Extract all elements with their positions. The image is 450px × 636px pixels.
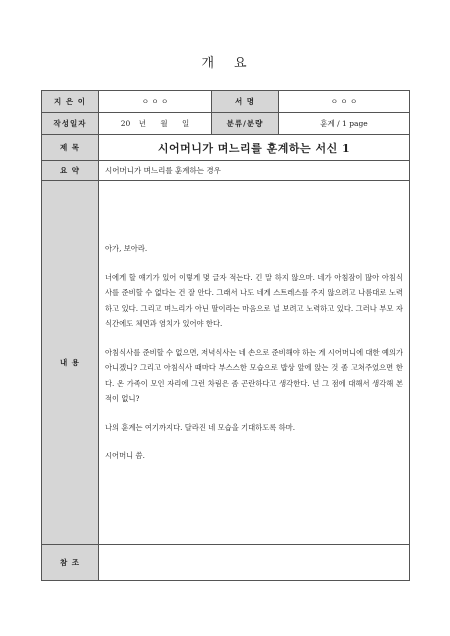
content-label: 내 용 [42, 181, 99, 545]
date-year-unit: 년 [138, 119, 146, 128]
row-author [42, 91, 410, 113]
subject-value: 시어머니가 며느리를 훈계하는 서신 1 [99, 135, 410, 161]
signature-value: ㅇ ㅇ ㅇ [279, 91, 410, 113]
content-body [99, 181, 410, 545]
author-label: 지 은 이 [42, 91, 99, 113]
date-day-unit: 일 [181, 119, 190, 128]
title-char-2: 요 [234, 56, 249, 71]
category-label: 분류/분량 [212, 113, 279, 135]
date-year: 20 [120, 119, 131, 128]
row-reference [42, 545, 410, 581]
date-value [99, 113, 212, 135]
row-date [42, 113, 410, 135]
summary-label: 요 약 [42, 161, 99, 181]
subject-label: 제 목 [42, 135, 99, 161]
date-label: 작성일자 [42, 113, 99, 135]
content-paragraph: 아침식사를 준비할 수 없으면, 저녁식사는 네 손으로 준비해야 하는 게 시어머니에 대한 예의가 아니겠니? 그리고 아침식사 때마다 부스스한 모습으로 밥상 앞에 앉는 것 좀 고쳐주었으면 한다. 온 가족이 모인 자리에 그런 차림은 좀 곤란하다고 생각한다. 넌 그 점에 대해서 생각해 본 적이 없니? [105, 347, 404, 403]
reference-label: 참 조 [42, 545, 99, 581]
reference-value [99, 545, 410, 581]
title-char-1: 개 [201, 56, 216, 71]
summary-value: 시어머니가 며느리를 훈계하는 경우 [99, 161, 410, 181]
content-paragraph: 시어머니 씀. [105, 451, 145, 460]
category-value: 훈계 / 1 page [279, 113, 410, 135]
author-value: ㅇ ㅇ ㅇ [99, 91, 212, 113]
row-summary [42, 161, 410, 181]
content-paragraph: 아가, 보아라. [105, 244, 148, 253]
page-title [0, 52, 450, 71]
content-paragraph: 너에게 할 얘기가 있어 이렇게 몇 글자 적는다. 긴 말 하지 않으마. 네가 아침잠이 많아 아침식사를 준비할 수 없다는 건 잘 안다. 그래서 나도 네게 스트레스를 주지 않으려고 나름대로 노력하고 있다. 그리고 며느리가 아닌 딸이라는 마음으로 널 보려고 노력하고 있다. 그러나 부모 자식간에도 체면과 염치가 있어야 한다. [105, 272, 403, 328]
overview-form [41, 90, 410, 581]
signature-label: 서 명 [212, 91, 279, 113]
content-paragraph: 나의 훈계는 여기까지다. 달라진 네 모습을 기대하도록 하마. [105, 422, 296, 432]
row-subject [42, 135, 410, 161]
date-month-unit: 월 [160, 119, 168, 128]
row-content [42, 181, 410, 545]
